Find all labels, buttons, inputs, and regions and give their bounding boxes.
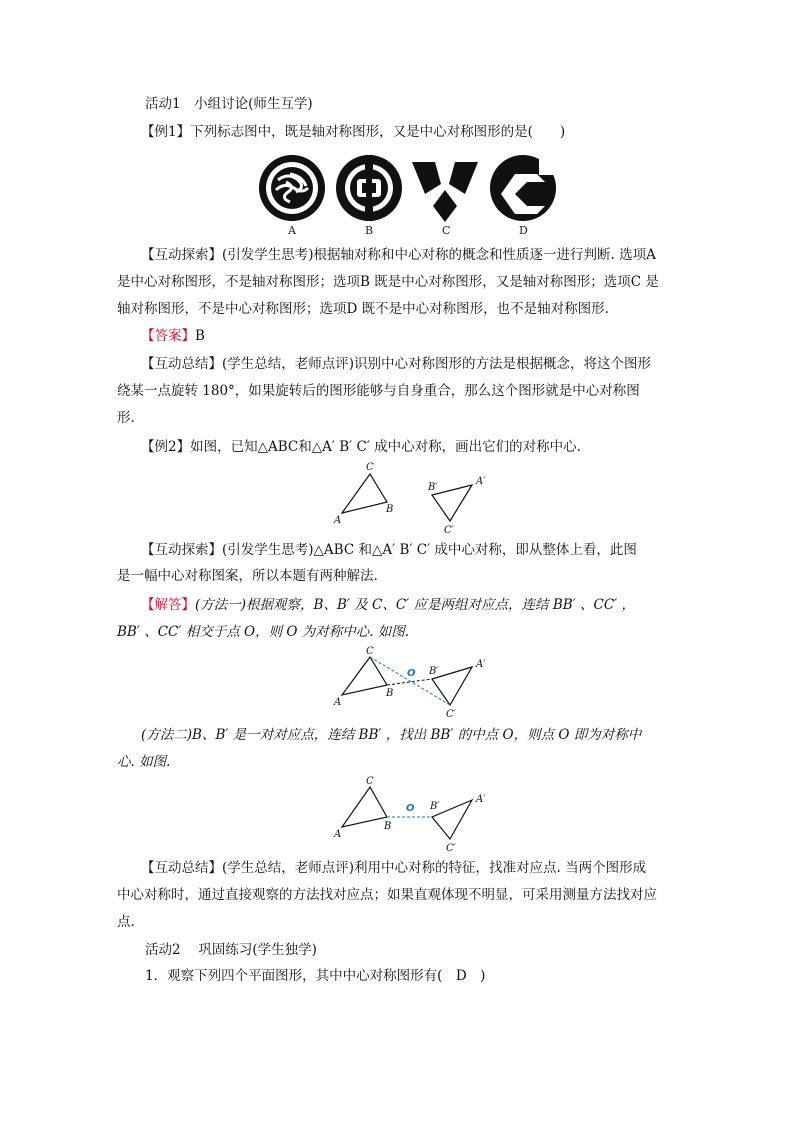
triangle-a2b2c2 [432,485,472,521]
figure-method-2 [330,775,500,853]
label-a: A [334,829,342,840]
label-a-prime: A′ [476,659,486,670]
label-b-prime: B′ [428,482,438,493]
label-c-prime: C′ [446,709,456,720]
solution-line-1 [141,595,635,615]
example-1-label: 【例1】 [141,124,191,140]
summary-2-line-1 [141,858,646,878]
label-c-prime: C′ [444,525,454,536]
summary-1-text-1: (学生总结，老师点评)识别中心对称图形的方法是根据概念，将这个图形 [222,356,652,372]
option-a-caption: A [288,224,296,237]
label-o: O [407,668,416,679]
example-1-question: 下列标志图中，既是轴对称图形，又是中心对称图形的是( ) [190,124,566,140]
explore-1-line-2: 是中心对称图形，不是轴对称图形；选项B 既是中心对称图形，又是轴对称图形；选项C 是 [117,274,659,290]
explore-1-line-3: 轴对称图形，不是中心对称图形；选项D 既不是中心对称图形，也不是轴对称图形. [117,301,609,317]
answer-1 [141,326,205,346]
solution-label: 【解答】 [141,597,195,613]
summary-2-line-3: 点. [117,914,135,930]
label-b-prime: B′ [430,801,440,812]
summary-2-label: 【互动总结】 [141,860,222,876]
explore-1-text-1: (引发学生思考)根据轴对称和中心对称的概念和性质逐一进行判断. 选项A [222,247,656,263]
explore-2-line-2: 是一幅中心对称图案，所以本题有两种解法. [117,568,378,584]
segment-bb-prime [387,679,432,685]
option-b-caption: B [365,224,374,237]
label-o: O [406,803,415,814]
method-2-line-1: (方法二)B、B′ 是一对对应点，连结 BB′ ，找出 BB′ 的中点 O，则点 O 即为对称中 [141,727,642,743]
explore-1-label: 【互动探索】 [141,247,222,263]
label-c: C [366,646,374,657]
triangle-abc [342,474,387,513]
explore-2-label: 【互动探索】 [141,542,222,558]
method-2-line-2: 心. 如图. [117,754,171,770]
summary-1-line-2: 绕某一点旋转 180°，如果旋转后的图形能够与自身重合，那么这个图形就是中心对称图 [117,383,640,399]
china-mobile-logo-icon [259,155,325,221]
example-2 [141,437,581,457]
label-a-prime: A′ [476,794,486,805]
label-c: C [366,776,374,787]
explore-1-line-1 [141,245,656,265]
logo-figure [255,150,565,240]
option-d-caption: D [519,224,528,237]
figure-method-1 [330,645,500,723]
explore-2-line-1 [141,540,637,560]
example-1 [141,122,565,142]
answer-1-label: 【答案】 [141,328,195,344]
label-b-prime: B′ [429,666,439,677]
segment-cc-prime [370,657,450,705]
label-c: C [366,462,374,473]
activity-2-heading: 活动2 巩固练习(学生独学) [145,942,317,958]
activity-1-heading: 活动1 小组讨论(师生互学) [145,96,313,112]
label-a: A [334,697,342,708]
label-b: B [386,504,394,515]
example-2-question: 如图，已知△ABC和△A′ B′ C′ 成中心对称，画出它们的对称中心. [190,439,581,455]
summary-2-line-2: 中心对称时，通过直接观察的方法找对应点；如果直观体现不明显，可采用测量方法找对应 [117,887,657,903]
label-b: B [384,821,392,832]
question-1: 1．观察下列四个平面图形，其中中心对称图形有( D ) [145,968,486,984]
solution-text-1: (方法一)根据观察，B、B′ 及 C、C′ 应是两组对应点，连结 BB′ 、CC′ ， [195,597,636,613]
summary-1-line-3: 形. [117,410,135,426]
summary-1-label: 【互动总结】 [141,356,222,372]
y-shape-logo-icon [412,162,478,222]
label-a: A [334,515,342,526]
ccb-logo-icon [490,155,559,221]
bank-of-china-logo-icon [336,155,402,221]
label-c-prime: C′ [446,843,456,854]
explore-2-text-1: (引发学生思考)△ABC 和△A′ B′ C′ 成中心对称，即从整体上看，此图 [222,542,637,558]
label-a-prime: A′ [476,476,486,487]
option-c-caption: C [442,224,451,237]
label-b: B [386,688,394,699]
solution-line-2: BB′ 、CC′ 相交于点 O，则 O 为对称中心. 如图. [117,624,410,640]
answer-1-value: B [195,328,205,344]
example-2-label: 【例2】 [141,439,191,455]
summary-1-line-1 [141,354,651,374]
summary-2-text-1: (学生总结，老师点评)利用中心对称的特征，找准对应点. 当两个图形成 [222,860,647,876]
figure-triangles [330,460,500,538]
